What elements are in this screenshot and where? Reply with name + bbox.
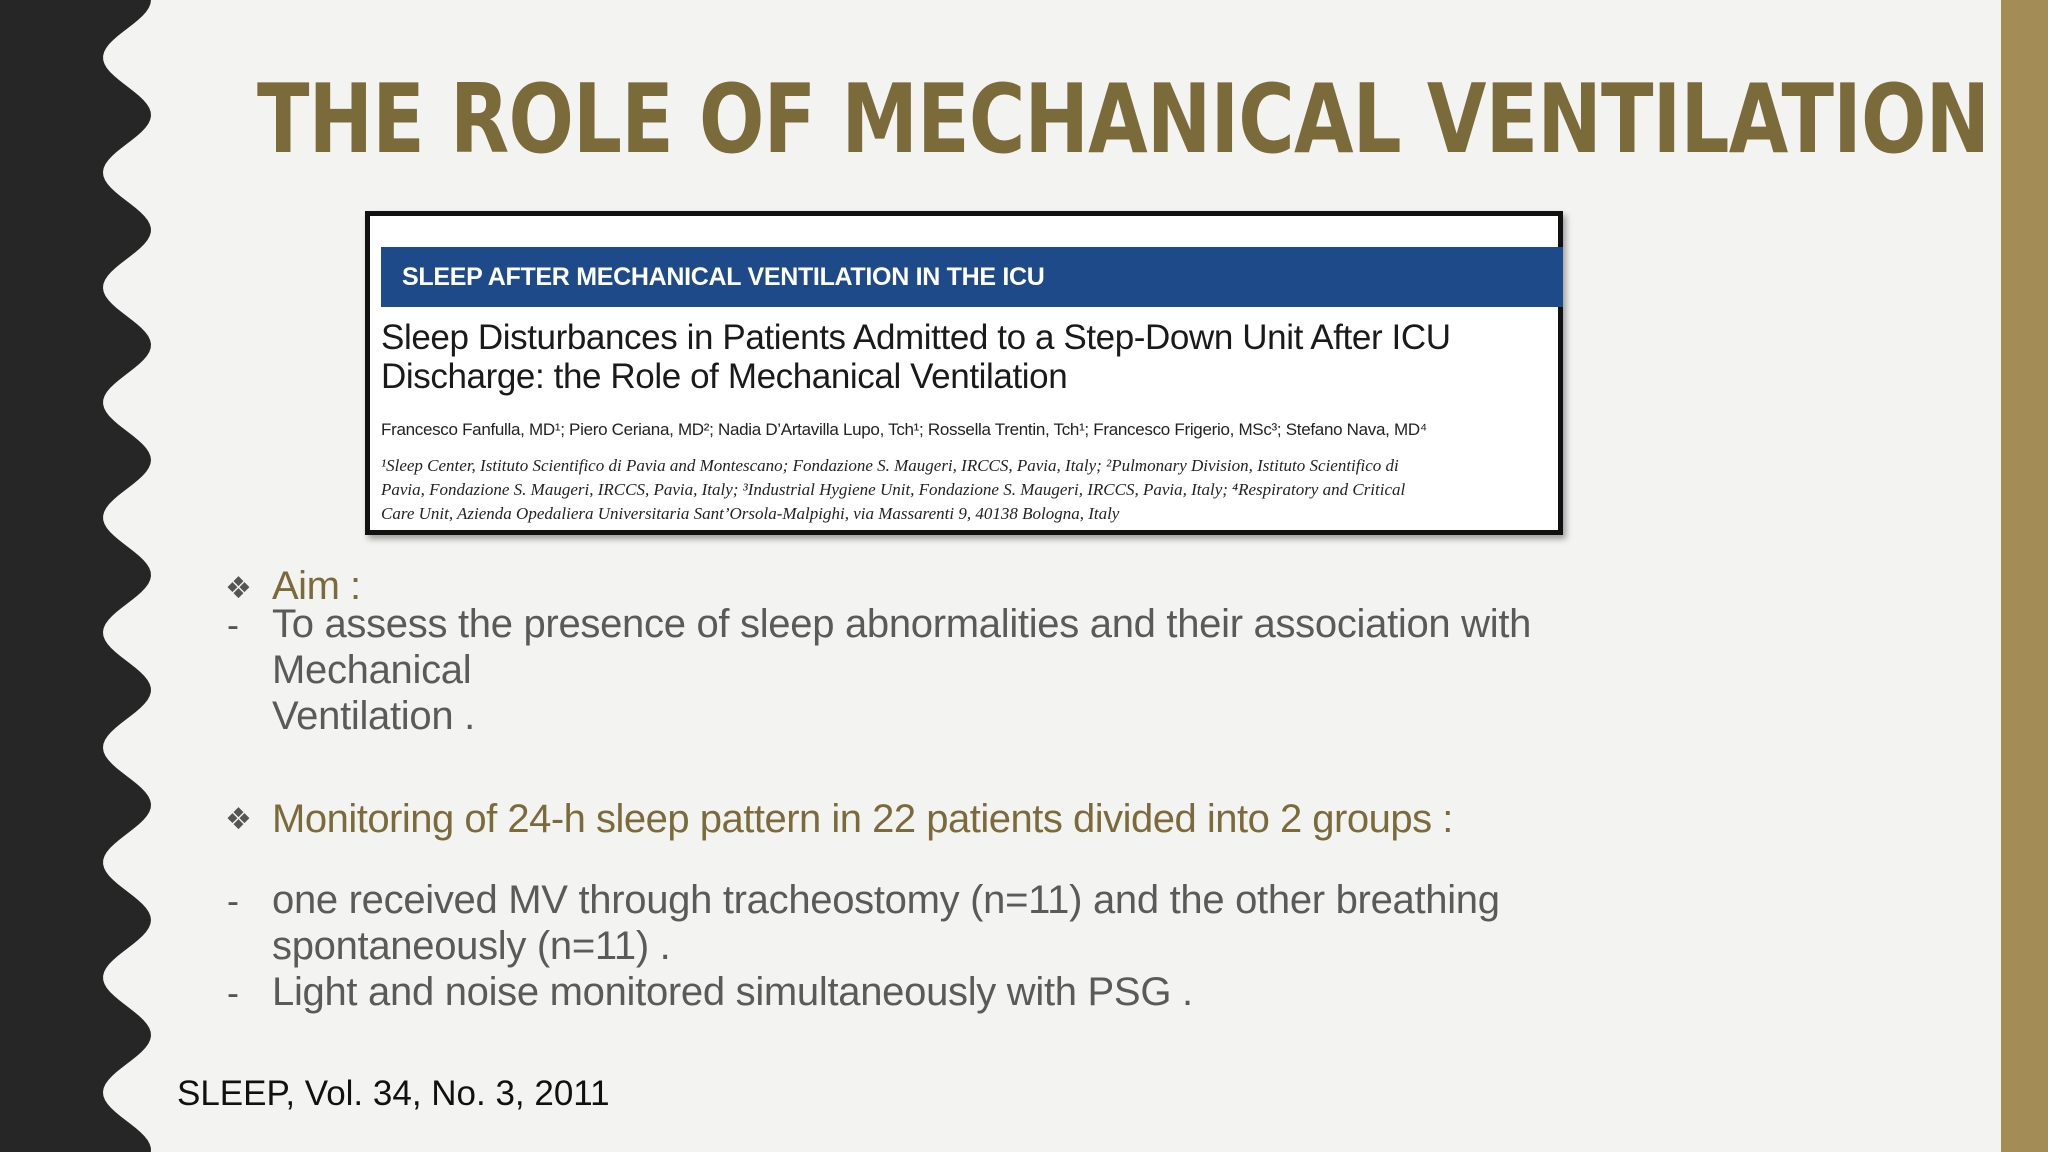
dash-bullet-icon: - — [227, 604, 239, 645]
dash-bullet-icon: - — [227, 880, 239, 921]
aim-heading: Aim : — [272, 564, 361, 608]
left-wave-band — [0, 0, 160, 1152]
article-header-image — [365, 211, 1563, 535]
affiliation-line: Care Unit, Azienda Opedaliera Universitaria Sant’Orsola-Malpighi, via Massarenti 9, 40138 Bologna, Italy — [381, 504, 1120, 523]
article-section-banner: SLEEP AFTER MECHANICAL VENTILATION IN THE ICU — [381, 247, 1563, 307]
aim-description — [272, 601, 1722, 739]
citation: SLEEP, Vol. 34, No. 3, 2011 — [177, 1074, 610, 1113]
group-line: spontaneously (n=11) . — [272, 924, 671, 968]
article-affiliations — [381, 454, 1561, 526]
right-accent-bar — [2001, 0, 2048, 1152]
aim-line: Ventilation . — [272, 694, 475, 738]
dash-bullet-icon: - — [227, 972, 239, 1013]
group-line: one received MV through tracheostomy (n=11) and the other breathing — [272, 878, 1500, 922]
group-description — [272, 877, 1722, 969]
article-title-line: Sleep Disturbances in Patients Admitted to a Step-Down Unit After ICU — [381, 318, 1451, 357]
light-noise-line: Light and noise monitored simultaneously with PSG . — [272, 970, 1193, 1014]
affiliation-line: ¹Sleep Center, Istituto Scientifico di Pavia and Montescano; Fondazione S. Maugeri, IRCCS, Pavia, Italy; ²Pulmonary Division, Istituto Scientifico di — [381, 456, 1399, 475]
affiliation-line: Pavia, Fondazione S. Maugeri, IRCCS, Pavia, Italy; ³Industrial Hygiene Unit, Fondazione S. Maugeri, IRCCS, Pavia, Italy; ⁴Respiratory and Critical — [381, 480, 1406, 499]
monitoring-heading: Monitoring of 24-h sleep pattern in 22 patients divided into 2 groups : — [272, 797, 1453, 841]
article-title-line: Discharge: the Role of Mechanical Ventilation — [381, 357, 1068, 396]
aim-line: To assess the presence of sleep abnormalities and their association with Mechanical — [272, 602, 1532, 692]
diamond-bullet-icon: ❖ — [225, 802, 252, 837]
slide-title: THE ROLE OF MECHANICAL VENTILATION — [257, 65, 1990, 175]
article-title — [381, 318, 1551, 396]
article-authors: Francesco Fanfulla, MD¹; Piero Ceriana, MD²; Nadia D’Artavilla Lupo, Tch¹; Rossella Trentin, Tch¹; Francesco Frigerio, MSc³; Stefano Nava, MD⁴ — [381, 420, 1427, 439]
diamond-bullet-icon: ❖ — [225, 571, 252, 606]
